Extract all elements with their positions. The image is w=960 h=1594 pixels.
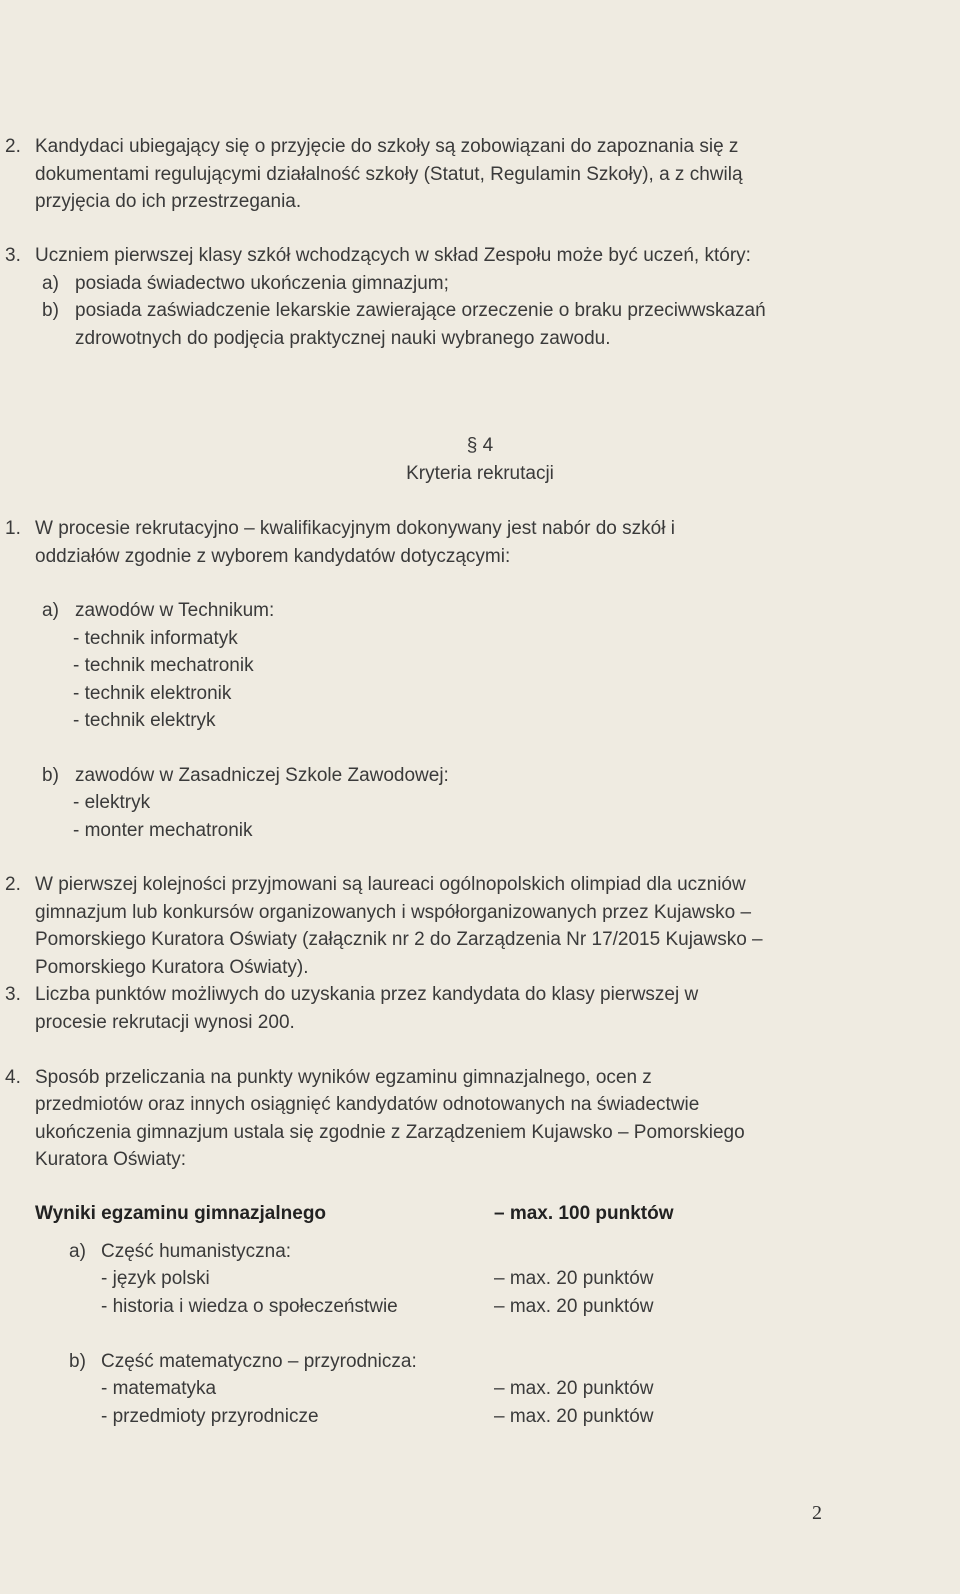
item-number-1: 1. — [5, 518, 21, 539]
list-label: b) — [69, 1351, 86, 1372]
paragraph-line: Kandydaci ubiegający się o przyjęcie do szkoły są zobowiązani do zapoznania się z — [35, 136, 739, 157]
list-item: - technik mechatronik — [73, 655, 254, 676]
exam-subject: - język polski — [101, 1268, 210, 1289]
exam-subject-max: – max. 20 punktów — [494, 1406, 654, 1427]
exam-subject-max: – max. 20 punktów — [494, 1378, 654, 1399]
item-number-4: 4. — [5, 1067, 21, 1088]
exam-subject-max: – max. 20 punktów — [494, 1296, 654, 1317]
list-label: a) — [42, 273, 59, 294]
section-symbol: § 4 — [466, 435, 494, 456]
list-item: zdrowotnych do podjęcia praktycznej nauki wybranego zawodu. — [75, 328, 611, 349]
section-title: Kryteria rekrutacji — [406, 463, 554, 484]
paragraph-line: oddziałów zgodnie z wyborem kandydatów dotyczącymi: — [35, 546, 511, 567]
list-item: - elektryk — [73, 792, 151, 813]
paragraph-line: Liczba punktów możliwych do uzyskania przez kandydata do klasy pierwszej w — [35, 984, 699, 1005]
exam-part-title: Część humanistyczna: — [101, 1241, 292, 1262]
exam-subject: - przedmioty przyrodnicze — [101, 1406, 319, 1427]
list-item: posiada świadectwo ukończenia gimnazjum; — [75, 273, 449, 294]
paragraph-line: Sposób przeliczania na punkty wyników egzaminu gimnazjalnego, ocen z — [35, 1067, 652, 1088]
list-item: posiada zaświadczenie lekarskie zawierające orzeczenie o braku przeciwwskazań — [75, 300, 766, 321]
list-title: zawodów w Zasadniczej Szkole Zawodowej: — [75, 765, 449, 786]
paragraph-line: Pomorskiego Kuratora Oświaty (załącznik nr 2 do Zarządzenia Nr 17/2015 Kujawsko – — [35, 929, 763, 950]
list-title: zawodów w Technikum: — [75, 600, 275, 621]
paragraph-line: Kuratora Oświaty: — [35, 1149, 186, 1170]
list-item: - technik elektronik — [73, 683, 232, 704]
exam-title: Wyniki egzaminu gimnazjalnego — [35, 1203, 327, 1224]
paragraph-line: W procesie rekrutacyjno – kwalifikacyjnym dokonywany jest nabór do szkół i — [35, 518, 675, 539]
page-number: 2 — [812, 1502, 822, 1524]
list-label: b) — [42, 300, 59, 321]
paragraph-line: przyjęcia do ich przestrzegania. — [35, 191, 302, 212]
item-number-2: 2. — [5, 136, 21, 157]
list-label: b) — [42, 765, 59, 786]
item-number-3: 3. — [5, 245, 21, 266]
exam-subject: - matematyka — [101, 1378, 217, 1399]
exam-subject-max: – max. 20 punktów — [494, 1268, 654, 1289]
paragraph-line: Uczniem pierwszej klasy szkół wchodzących w skład Zespołu może być uczeń, który: — [35, 245, 751, 266]
paragraph-line: Pomorskiego Kuratora Oświaty). — [35, 957, 309, 978]
exam-title-max: – max. 100 punktów — [494, 1203, 674, 1224]
list-label: a) — [69, 1241, 86, 1262]
list-item: - technik informatyk — [73, 628, 238, 649]
paragraph-line: W pierwszej kolejności przyjmowani są laureaci ogólnopolskich olimpiad dla uczniów — [35, 874, 746, 895]
paragraph-line: ukończenia gimnazjum ustala się zgodnie z Zarządzeniem Kujawsko – Pomorskiego — [35, 1122, 745, 1143]
paragraph-line: gimnazjum lub konkursów organizowanych i współorganizowanych przez Kujawsko – — [35, 902, 752, 923]
exam-subject: - historia i wiedza o społeczeństwie — [101, 1296, 398, 1317]
item-number-3: 3. — [5, 984, 21, 1005]
paragraph-line: procesie rekrutacji wynosi 200. — [35, 1012, 295, 1033]
exam-part-title: Część matematyczno – przyrodnicza: — [101, 1351, 417, 1372]
paragraph-line: dokumentami regulującymi działalność szkoły (Statut, Regulamin Szkoły), a z chwilą — [35, 164, 743, 185]
list-item: - technik elektryk — [73, 710, 216, 731]
item-number-2: 2. — [5, 874, 21, 895]
list-item: - monter mechatronik — [73, 820, 253, 841]
paragraph-line: przedmiotów oraz innych osiągnięć kandydatów odnotowanych na świadectwie — [35, 1094, 700, 1115]
list-label: a) — [42, 600, 59, 621]
